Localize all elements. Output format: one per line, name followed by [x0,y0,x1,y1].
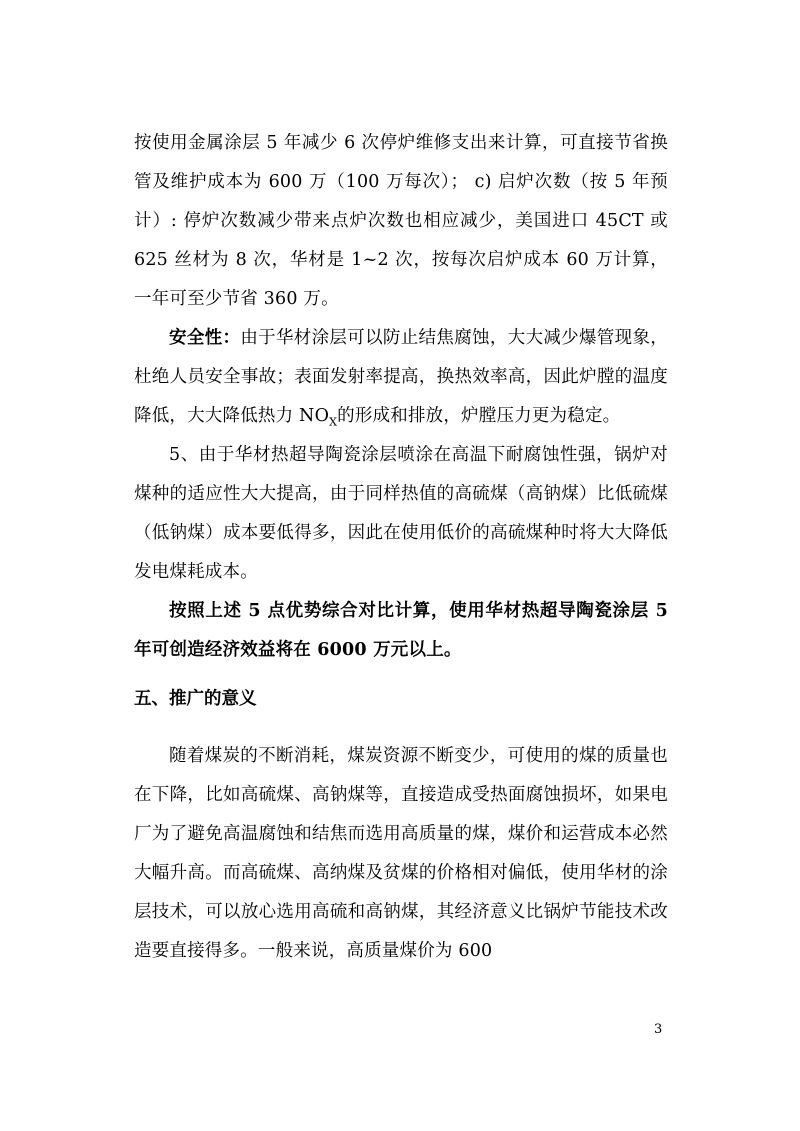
paragraph-safety [134,319,668,436]
paragraph-cost-savings: 按使用金属涂层 5 年减少 6 次停炉维修支出来计算，可直接节省换管及维护成本为 600 万（100 万每次）； c) 启炉次数（按 5 年预计）: 停炉次数减少带来点炉次数也相应减少，美国进口 45CT 或 625 丝材为 8 次，华材是 1~2 次，按每次启炉成本 60 万计算，一年可至少节省 360 万。 [134,133,668,309]
safety-text-part1: 由于华材涂层可以防止结焦腐蚀，大大减少爆管现象，杜绝人员安全事故；表面发射率提高，换热效率高，因此炉膛的温度降低，大大降低热力 NO [134,328,668,426]
paragraph-promotion-significance: 随着煤炭的不断消耗，煤炭资源不断变少，可使用的煤的质量也在下降，比如高硫煤、高钠煤等，直接造成受热面腐蚀损坏，如果电厂为了避免高温腐蚀和结焦而选用高质量的煤，煤价和运营成本必然大幅升高。而高硫煤、高纳煤及贫煤的价格相对偏低，使用华材的涂层技术，可以放心选用高硫和高钠煤，其经济意义比锅炉节能技术改造要直接得多。一般来说，高质量煤价为 600 [134,746,668,961]
paragraph-summary-benefit: 按照上述 5 点优势综合对比计算，使用华材热超导陶瓷涂层 5 年可创造经济效益将在 6000 万元以上。 [134,601,668,660]
document-page [134,124,668,971]
safety-text-part2: 的形成和排放，炉膛压力更为稳定。 [337,406,621,426]
section-heading-promotion: 五、推广的意义 [134,689,257,709]
nox-subscript: X [329,415,338,429]
page-number: 3 [654,1022,663,1037]
paragraph-coal-adaptability: 5、由于华材热超导陶瓷涂层喷涂在高温下耐腐蚀性强，锅炉对煤种的适应性大大提高，由于同样热值的高硫煤（高钠煤）比低硫煤（低钠煤）成本要低得多，因此在使用低价的高硫煤种时将大大降低发电煤耗成本。 [134,445,668,582]
safety-label: 安全性： [169,328,241,348]
